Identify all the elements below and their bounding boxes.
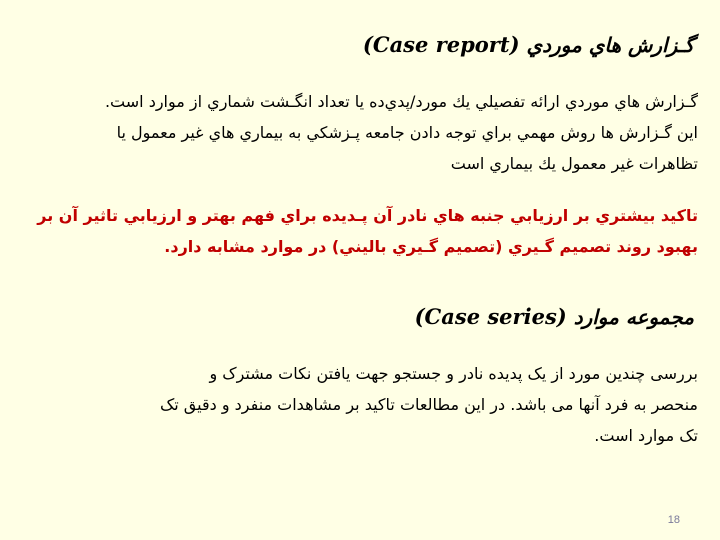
page-number: 18 — [667, 514, 680, 526]
paragraph-line: بررسی چندین مورد از یک پدیده نادر و جستجو جهت یافتن نکات مشترک و — [209, 364, 698, 383]
paragraph-line: منحصر به فرد آنها می باشد. در این مطالعات تاکید بر مشاهدات منفرد و دقیق تک — [159, 395, 698, 414]
paragraph-line: تظاهرات غير معمول يك بيماري است — [450, 154, 698, 173]
case-series-heading — [415, 304, 694, 329]
case-series-heading-english: (Case series) — [414, 304, 567, 329]
case-report-heading — [363, 32, 694, 57]
case-series-heading-persian: مجموعه موارد — [573, 305, 694, 329]
paragraph-line: اين گـزارش ها روش مهمي براي توجه دادن جامعه پـزشكي به بيماري هاي غير معمول يا — [116, 123, 698, 142]
paragraph-line: بهبود روند تصميم گـيري (تصميم گـيري باليني) در موارد مشابه دارد. — [164, 237, 698, 256]
case-report-heading-english: (Case report) — [362, 32, 520, 57]
paragraph-line: تاكيد بيشتري بر ارزيابي جنبه هاي نادر آن پـديده براي فهم بهتر و ارزيابي تاثير آن بر — [37, 206, 698, 225]
case-series-definition — [30, 358, 698, 451]
paragraph-line: گـزارش هاي موردي ارائه تفصيلي يك مورد/پدي‌ده يا تعداد انگـشت شماري از موارد است. — [104, 92, 698, 111]
case-report-emphasis — [30, 200, 698, 262]
paragraph-line: تک موارد است. — [594, 426, 698, 445]
case-report-heading-persian: گـزارش هاي موردي — [526, 33, 694, 57]
case-report-definition — [30, 86, 698, 179]
